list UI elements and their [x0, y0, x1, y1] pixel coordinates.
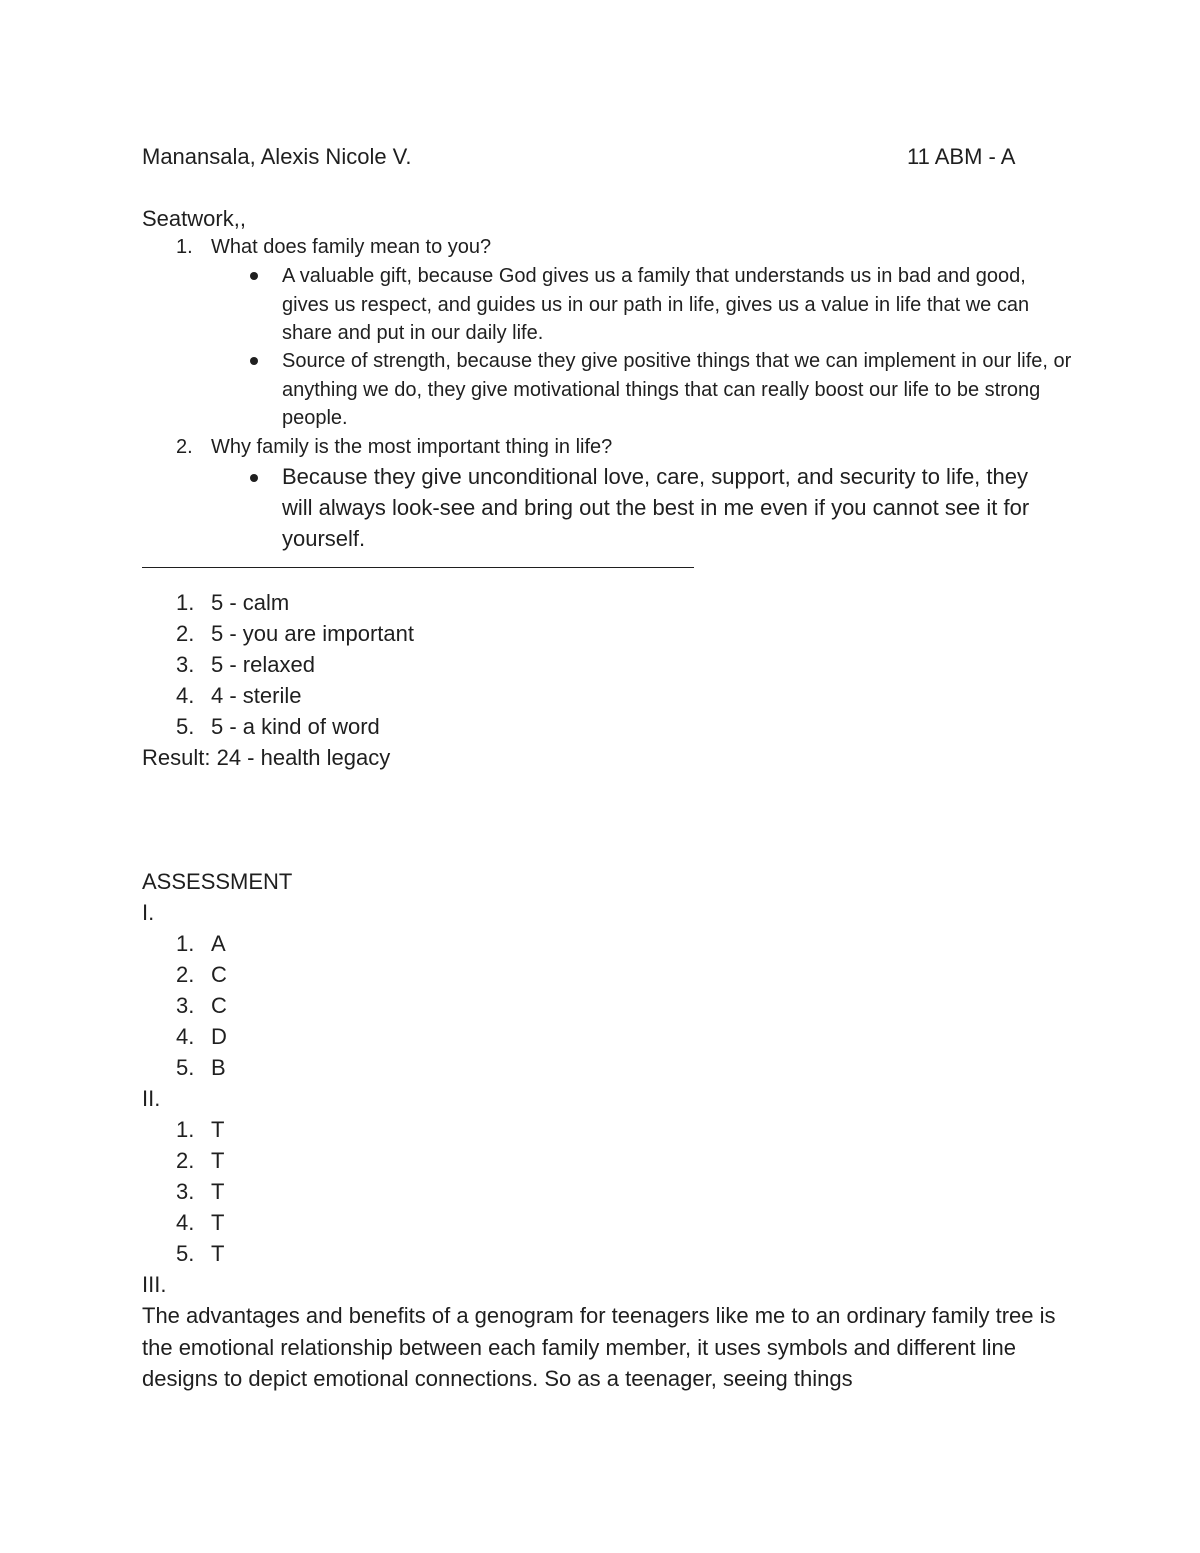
answer-choice: C: [211, 962, 227, 987]
assessment-title: ASSESSMENT: [142, 869, 293, 894]
student-name: Manansala, Alexis Nicole V.: [142, 144, 412, 169]
answer-number: 5.: [176, 1241, 195, 1266]
question-number: 1.: [176, 236, 193, 258]
answer-text: A valuable gift, because God gives us a family that understands us in bad and good, gives us respect, and guides us in our path in life, gives us a value in life that we can share and put in our daily life.: [282, 265, 1030, 344]
score-number: 4.: [176, 683, 195, 708]
score-number: 5.: [176, 714, 195, 739]
score-item: 5 - a kind of word: [211, 714, 380, 739]
answer-number: 3.: [176, 993, 195, 1018]
score-item: 5 - relaxed: [211, 652, 315, 677]
answer-choice: T: [211, 1117, 225, 1142]
score-item: 4 - sterile: [211, 683, 302, 708]
answer-number: 4.: [176, 1210, 195, 1235]
score-number: 2.: [176, 621, 195, 646]
answer-choice: C: [211, 993, 227, 1018]
question-text: What does family mean to you?: [211, 236, 492, 258]
part-label: I.: [142, 900, 155, 925]
answer-choice: T: [211, 1241, 225, 1266]
answer-number: 2.: [176, 1148, 195, 1173]
score-result: Result: 24 - health legacy: [142, 745, 391, 770]
essay-paragraph: The advantages and benefits of a genogram for teenagers like me to an ordinary family tree is the emotional relationship between each family member, it uses symbols and different line designs to depict emotional connections. So as a teenager, seeing things: [142, 1303, 1056, 1391]
answer-choice: T: [211, 1148, 225, 1173]
answer-choice: B: [211, 1055, 226, 1080]
answer-number: 2.: [176, 962, 195, 987]
answer-number: 1.: [176, 931, 195, 956]
score-number: 1.: [176, 590, 195, 615]
score-number: 3.: [176, 652, 195, 677]
seatwork-title: Seatwork,,: [142, 206, 246, 231]
divider-line: [142, 567, 694, 568]
answer-choice: D: [211, 1024, 227, 1049]
answer-number: 4.: [176, 1024, 195, 1049]
student-section: 11 ABM - A: [907, 144, 1016, 169]
question-number: 2.: [176, 436, 193, 458]
question-text: Why family is the most important thing in life?: [211, 436, 613, 458]
answer-text: Because they give unconditional love, care, support, and security to life, they will always look-see and bring out the best in me even if you cannot see it for yourself.: [282, 464, 1030, 551]
answer-text: Source of strength, because they give positive things that we can implement in our life, or anything we do, they give motivational things that can really boost our life to be strong people.: [282, 350, 1072, 429]
answer-choice: T: [211, 1210, 225, 1235]
answer-number: 1.: [176, 1117, 195, 1142]
score-item: 5 - calm: [211, 590, 290, 615]
answer-number: 3.: [176, 1179, 195, 1204]
bullet-icon: [250, 272, 258, 280]
answer-choice: A: [211, 931, 226, 956]
part-label: III.: [142, 1272, 167, 1297]
bullet-icon: [250, 474, 258, 482]
answer-choice: T: [211, 1179, 225, 1204]
answer-number: 5.: [176, 1055, 195, 1080]
score-item: 5 - you are important: [211, 621, 414, 646]
bullet-icon: [250, 357, 258, 365]
part-label: II.: [142, 1086, 161, 1111]
divider-text: [0, 0, 1, 1]
